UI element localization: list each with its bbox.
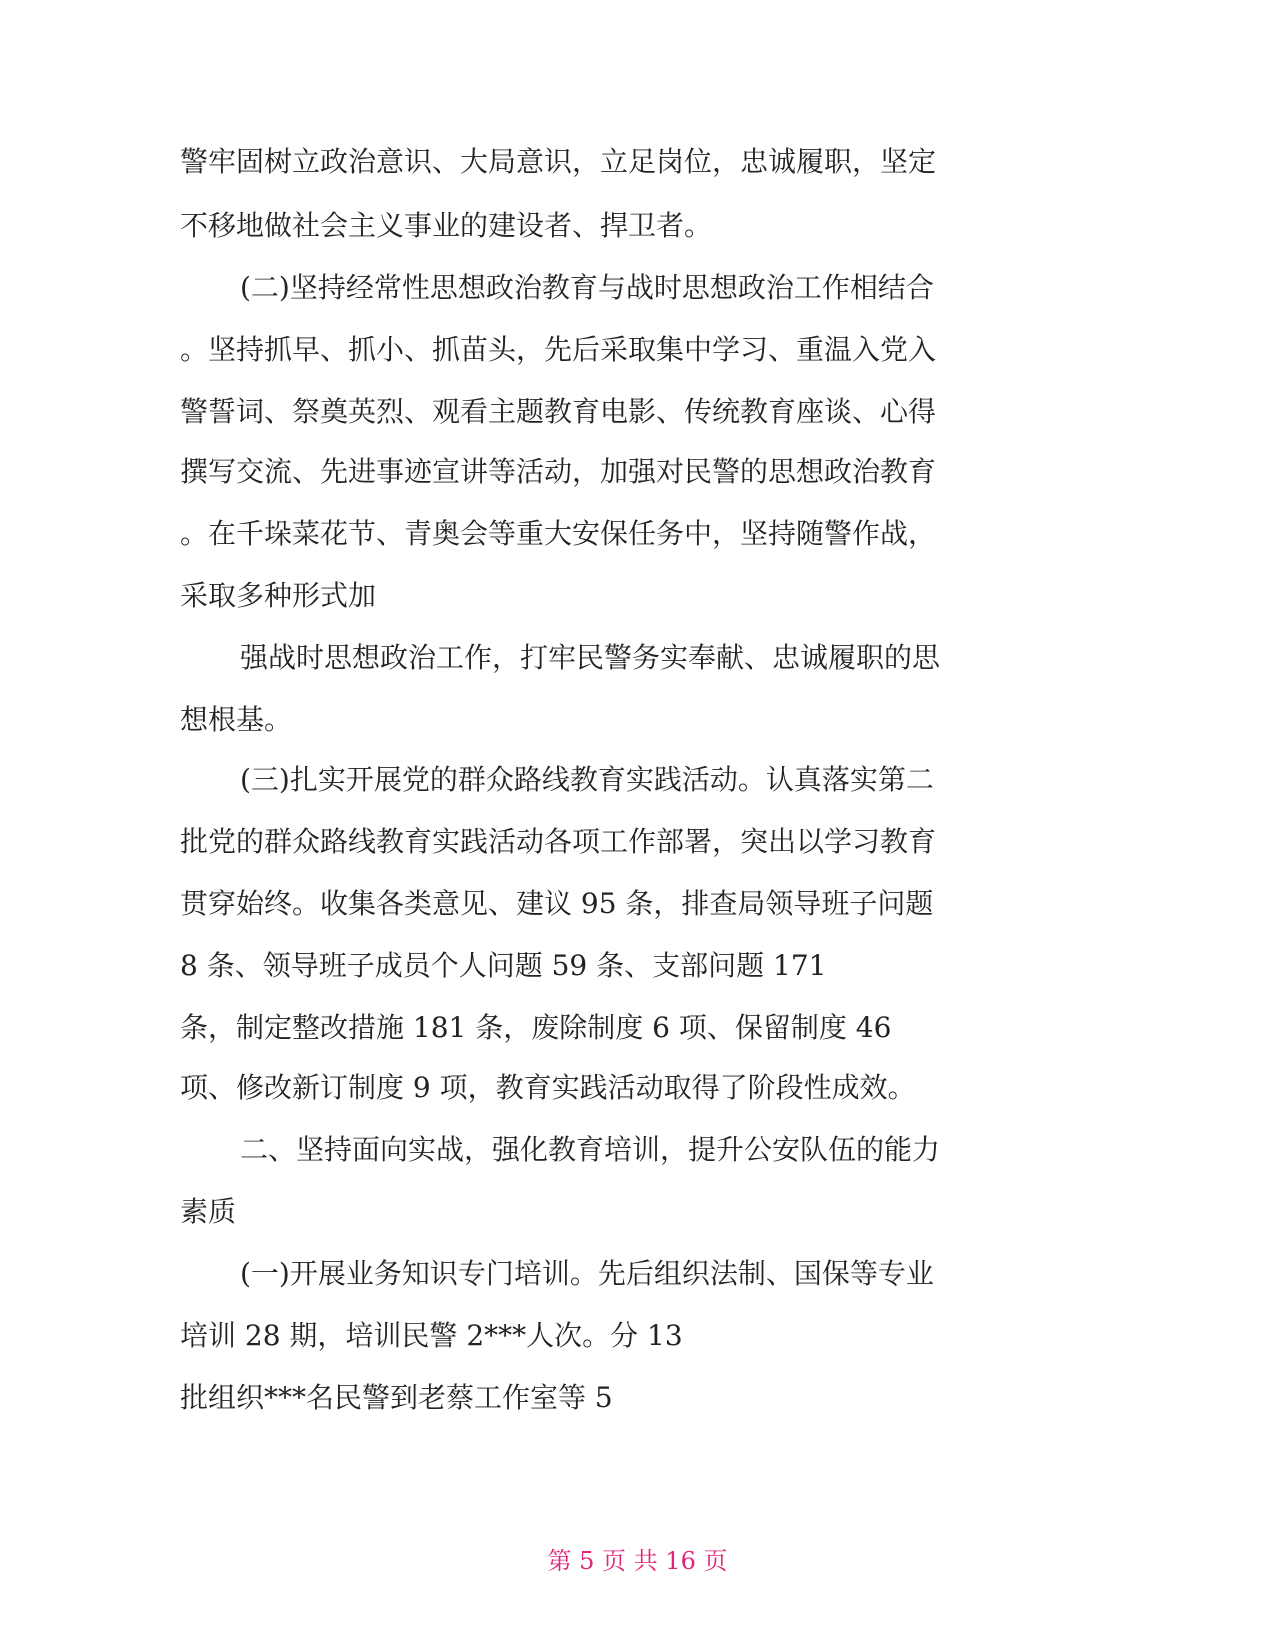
page-footer bbox=[0, 1544, 1275, 1578]
text-line: 警牢固树立政治意识、大局意识，立足岗位，忠诚履职，坚定 bbox=[180, 145, 937, 178]
text-line: 。在千垛菜花节、青奥会等重大安保任务中，坚持随警作战， bbox=[180, 517, 937, 550]
text-line: 项、修改新订制度 9 项，教育实践活动取得了阶段性成效。 bbox=[180, 1071, 916, 1104]
text-line: 想根基。 bbox=[180, 703, 293, 736]
text-line: (二)坚持经常性思想政治教育与战时思想政治工作相结合 bbox=[240, 271, 934, 304]
text-line: 培训 28 期，培训民警 2***人次。分 13 bbox=[180, 1319, 683, 1352]
text-line: 。坚持抓早、抓小、抓苗头，先后采取集中学习、重温入党入 bbox=[180, 333, 937, 366]
page-number-label: 第 5 页 共 16 页 bbox=[547, 1547, 728, 1575]
text-line: 警誓词、祭奠英烈、观看主题教育电影、传统教育座谈、心得 bbox=[180, 395, 937, 428]
text-line: 贯穿始终。收集各类意见、建议 95 条，排查局领导班子问题 bbox=[180, 887, 934, 920]
text-line: 批组织***名民警到老蔡工作室等 5 bbox=[180, 1381, 613, 1414]
text-line: 批党的群众路线教育实践活动各项工作部署，突出以学习教育 bbox=[180, 825, 937, 858]
text-line: 撰写交流、先进事迹宣讲等活动，加强对民警的思想政治教育 bbox=[180, 455, 937, 488]
section-heading: 素质 bbox=[180, 1195, 237, 1228]
text-line: 采取多种形式加 bbox=[180, 579, 377, 612]
text-line: (一)开展业务知识专门培训。先后组织法制、国保等专业 bbox=[240, 1257, 934, 1290]
text-line: 条，制定整改措施 181 条，废除制度 6 项、保留制度 46 bbox=[180, 1011, 892, 1044]
text-line: 强战时思想政治工作，打牢民警务实奉献、忠诚履职的思 bbox=[240, 641, 941, 674]
section-heading: 二、坚持面向实战，强化教育培训，提升公安队伍的能力 bbox=[240, 1133, 941, 1166]
text-line: 不移地做社会主义事业的建设者、捍卫者。 bbox=[180, 209, 713, 242]
text-line: 8 条、领导班子成员个人问题 59 条、支部问题 171 bbox=[180, 949, 827, 982]
text-line: (三)扎实开展党的群众路线教育实践活动。认真落实第二 bbox=[240, 763, 934, 796]
